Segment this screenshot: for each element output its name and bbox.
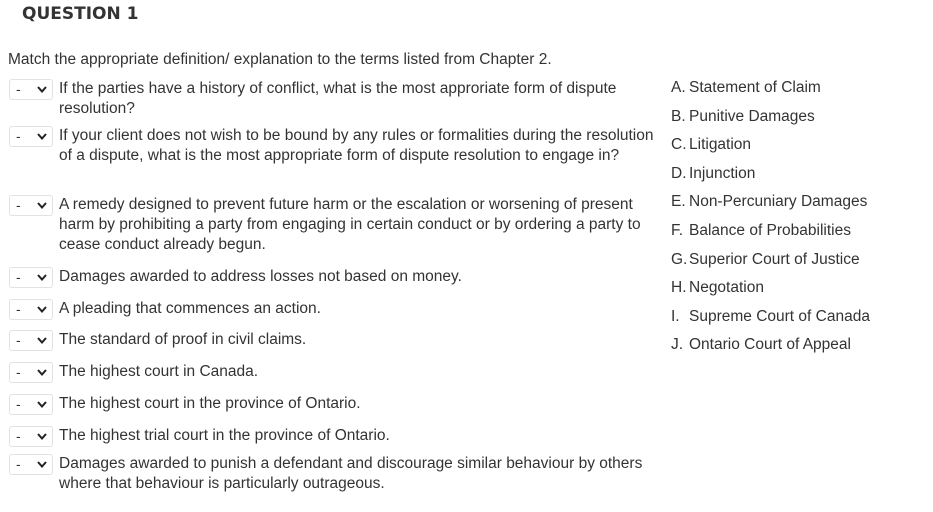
answer-option bbox=[671, 193, 867, 211]
chevron-down-icon bbox=[37, 202, 47, 209]
match-item bbox=[9, 454, 659, 494]
item-text: A remedy designed to prevent future harm or the escalation or worsening of present harm by prohibiting a party from engaging in certain conduct or by ordering a party to cease conduct already begun. bbox=[59, 196, 641, 253]
select-value: - bbox=[16, 128, 21, 144]
answer-select[interactable] bbox=[9, 267, 53, 288]
answer-letter: J. bbox=[671, 336, 684, 354]
answer-text: Ontario Court of Appeal bbox=[689, 336, 851, 354]
answer-letter: I. bbox=[671, 307, 680, 325]
answer-option bbox=[671, 108, 815, 126]
chevron-down-icon bbox=[37, 133, 47, 140]
select-value: - bbox=[16, 364, 21, 380]
answer-text: Superior Court of Justice bbox=[689, 250, 860, 268]
item-text: Damages awarded to address losses not based on money. bbox=[59, 268, 462, 285]
chevron-down-icon bbox=[37, 401, 47, 408]
item-text: The standard of proof in civil claims. bbox=[59, 331, 307, 348]
answer-text: Non-Percuniary Damages bbox=[689, 193, 868, 211]
match-item bbox=[9, 394, 659, 415]
match-item bbox=[9, 426, 659, 447]
select-value: - bbox=[16, 332, 21, 348]
answer-option bbox=[671, 165, 755, 183]
select-value: - bbox=[16, 197, 21, 213]
answer-select[interactable] bbox=[9, 362, 53, 383]
answer-letter: H. bbox=[671, 279, 687, 297]
answer-text: Punitive Damages bbox=[689, 107, 815, 125]
answer-select[interactable] bbox=[9, 195, 53, 216]
item-text: The highest court in Canada. bbox=[59, 363, 259, 380]
match-item bbox=[9, 79, 659, 119]
answer-letter: D. bbox=[671, 164, 687, 182]
answer-select[interactable] bbox=[9, 126, 53, 147]
chevron-down-icon bbox=[37, 274, 47, 281]
chevron-down-icon bbox=[37, 369, 47, 376]
answer-text: Litigation bbox=[689, 136, 752, 154]
answer-letter: F. bbox=[671, 222, 684, 239]
answer-option bbox=[671, 136, 751, 154]
select-value: - bbox=[16, 301, 21, 317]
match-item bbox=[9, 330, 659, 351]
chevron-down-icon bbox=[37, 86, 47, 93]
answer-option bbox=[671, 79, 821, 97]
item-text: The highest court in the province of Ontario. bbox=[59, 395, 361, 412]
answer-letter: A. bbox=[671, 79, 686, 96]
answer-text: Supreme Court of Canada bbox=[689, 307, 870, 325]
item-text: The highest trial court in the province of Ontario. bbox=[59, 427, 390, 444]
item-text: If the parties have a history of conflict, what is the most approriate form of dispute resolution? bbox=[59, 80, 617, 117]
answer-letter: B. bbox=[671, 107, 686, 125]
answer-option bbox=[671, 279, 764, 297]
answer-text: Injunction bbox=[689, 164, 756, 182]
answer-text: Negotation bbox=[689, 279, 764, 297]
answer-select[interactable] bbox=[9, 330, 53, 351]
item-text: If your client does not wish to be bound by any rules or formalities during the resolution of a dispute, what is the most appropriate form of dispute resolution to engage in? bbox=[59, 127, 654, 164]
select-value: - bbox=[16, 269, 21, 285]
chevron-down-icon bbox=[37, 306, 47, 313]
answer-select[interactable] bbox=[9, 79, 53, 100]
answer-option bbox=[671, 251, 860, 269]
match-item bbox=[9, 299, 659, 320]
item-text: Damages awarded to punish a defendant and discourage similar behaviour by others where that behaviour is particularly outrageous. bbox=[59, 455, 643, 492]
select-value: - bbox=[16, 81, 21, 97]
match-item bbox=[9, 126, 659, 166]
answer-select[interactable] bbox=[9, 394, 53, 415]
select-value: - bbox=[16, 456, 21, 472]
instructions-text: Match the appropriate definition/ explanation to the terms listed from Chapter 2. bbox=[8, 51, 552, 68]
answer-select[interactable] bbox=[9, 299, 53, 320]
chevron-down-icon bbox=[37, 433, 47, 440]
answer-option bbox=[671, 336, 851, 354]
answer-letter: E. bbox=[671, 193, 686, 211]
answer-letter: G. bbox=[671, 250, 688, 268]
item-text: A pleading that commences an action. bbox=[59, 300, 321, 317]
match-item bbox=[9, 362, 659, 383]
answer-select[interactable] bbox=[9, 454, 53, 475]
answer-select[interactable] bbox=[9, 426, 53, 447]
select-value: - bbox=[16, 396, 21, 412]
answer-letter: C. bbox=[671, 136, 687, 154]
match-item bbox=[9, 195, 659, 255]
select-value: - bbox=[16, 428, 21, 444]
answer-option bbox=[671, 222, 851, 240]
chevron-down-icon bbox=[37, 461, 47, 468]
answer-text: Balance of Probabilities bbox=[689, 222, 851, 239]
match-item bbox=[9, 267, 659, 288]
chevron-down-icon bbox=[37, 337, 47, 344]
question-title: QUESTION 1 bbox=[22, 4, 139, 24]
answer-option bbox=[671, 308, 870, 326]
answer-text: Statement of Claim bbox=[689, 79, 821, 96]
